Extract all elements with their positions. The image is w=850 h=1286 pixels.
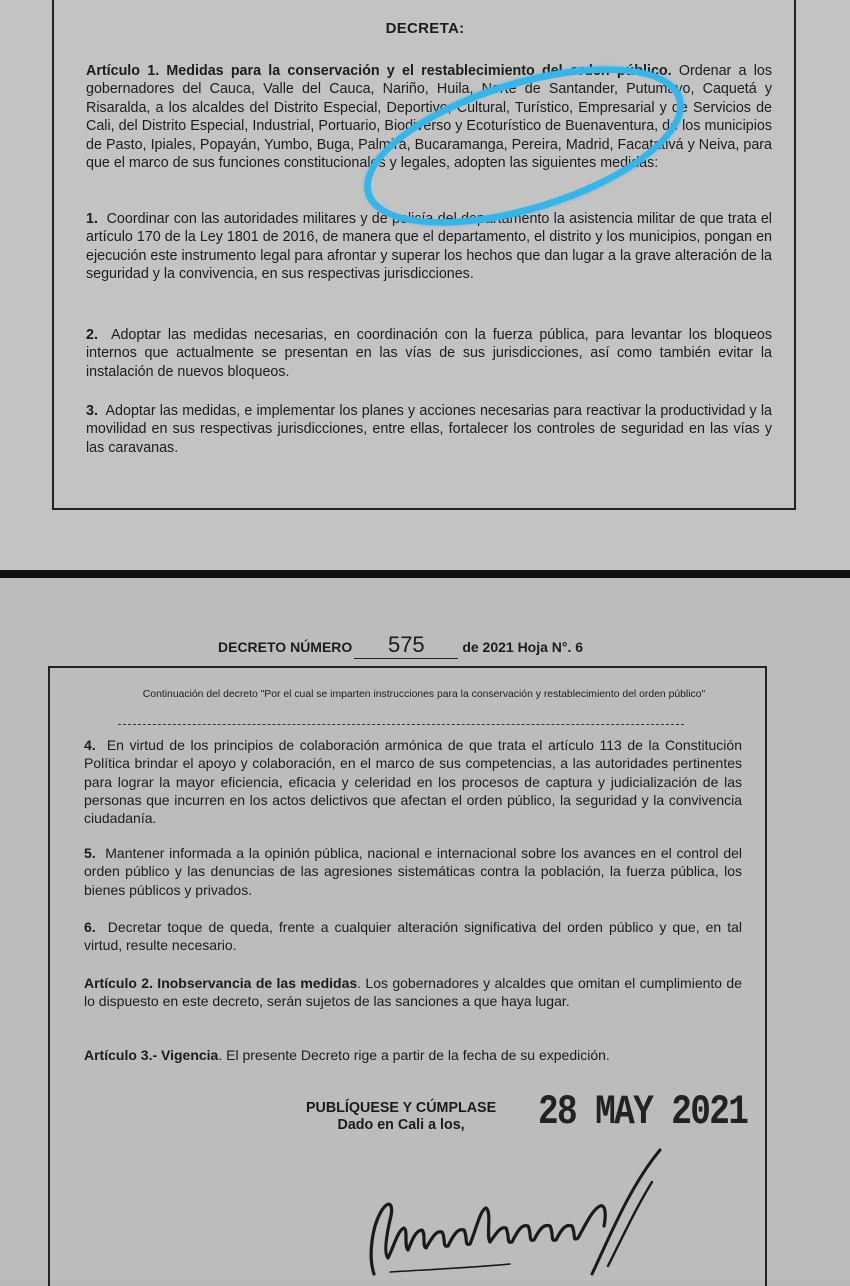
measure-6-text: Decretar toque de queda, frente a cualquier alteración significativa del orden público y que, en tal virtud, resulte necesario.	[84, 919, 742, 954]
article-3-text: . El presente Decreto rige a partir de la fecha de su expedición.	[218, 1047, 610, 1063]
measure-2	[86, 326, 772, 381]
continuation-note: Continuación del decreto "Por el cual se imparten instrucciones para la conservación y restablecimiento del orden público"	[142, 689, 706, 700]
decree-header-suffix: de 2021 Hoja N°. 6	[462, 639, 584, 655]
article-3	[84, 1046, 742, 1064]
measure-4-number: 4.	[84, 737, 96, 753]
measure-3-text: Adoptar las medidas, e implementar los planes y acciones necesarias para reactivar la productividad y la movilidad en sus respectivas jurisdicciones, entre ellas, fortalecer los controles de seguridad en las vías y las caravanas.	[86, 403, 773, 456]
article-2-title: Artículo 2. Inobservancia de las medidas	[84, 975, 358, 991]
measure-5	[84, 844, 742, 899]
article-3-title: Artículo 3.- Vigencia	[84, 1047, 219, 1063]
measure-1-number: 1.	[86, 211, 98, 227]
measure-1-text: Coordinar con las autoridades militares y de policía del departamento la asistencia militar de que trata el artículo 170 de la Ley 1801 de 2016, de manera que el departamento, el distrito y los municipios, pongan en ejecución este instrumento legal para afrontar y superar los hechos que dan lugar a la grave alteración de la seguridad y la convivencia, en sus respectivas jurisdicciones.	[86, 211, 772, 283]
document-page-2	[0, 578, 850, 1280]
dashed-divider	[118, 724, 684, 725]
document-page-1	[0, 0, 850, 570]
decree-header	[218, 632, 583, 659]
decreta-heading: DECRETA:	[385, 20, 465, 37]
measure-2-number: 2.	[86, 327, 98, 343]
date-stamp: 28 MAY 2021	[538, 1088, 748, 1136]
decree-number: 575	[354, 632, 458, 659]
decree-header-prefix: DECRETO NÚMERO	[218, 639, 353, 655]
handwritten-signature	[360, 1146, 680, 1280]
measure-3-number: 3.	[86, 403, 98, 419]
measure-5-text: Mantener informada a la opinión pública, nacional e internacional sobre los avances en el control del orden público y las denuncias de las agresiones sistemáticas contra la población, la fuerza pública, los bienes públicos y privados.	[84, 845, 742, 898]
dado-en-line: Dado en Cali a los,	[337, 1117, 465, 1133]
measure-6	[84, 918, 742, 955]
article-1-title: Artículo 1. Medidas para la conservación y el restablecimiento del orden público.	[86, 63, 672, 79]
article-2-text: . Los gobernadores y alcaldes que omitan el cumplimiento de lo dispuesto en este decreto, serán sujetos de las sanciones a que haya lugar.	[84, 975, 743, 1010]
publication-clause	[306, 1100, 496, 1134]
article-2	[84, 974, 742, 1011]
measure-4	[84, 736, 742, 827]
measure-3	[86, 402, 772, 457]
page-separator	[0, 570, 850, 578]
measure-6-number: 6.	[84, 919, 96, 935]
measure-5-number: 5.	[84, 845, 96, 861]
measure-2-text: Adoptar las medidas necesarias, en coordinación con la fuerza pública, para levantar los bloqueos internos que actualmente se presentan en las vías de sus jurisdicciones, así como también evitar la instalación de nuevos bloqueos.	[86, 327, 772, 380]
article-1-text: Ordenar a los gobernadores del Cauca, Valle del Cauca, Nariño, Huila, Norte de Santander, Putumayo, Caquetá y Risaralda, a los alcaldes del Distrito Especial, Deportivo, Cultural, Turístico, Empresarial y de Servicios de Cali, del Distrito Especial, Industrial, Portuario, Biodiverso y Ecoturístico de Buenaventura, de los municipios de Pasto, Ipiales, Popayán, Yumbo, Buga, Palmira, Bucaramanga, Pereira, Madrid, Facatativá y Neiva, para que el marco de sus funciones constitucionales y legales, adopten las siguientes medidas:	[86, 63, 772, 172]
measure-4-text: En virtud de los principios de colaboración armónica de que trata el artículo 113 de la Constitución Política brindar el apoyo y colaboración, en el marco de sus competencias, a las autoridades pertinentes para lograr la mayor eficiencia, eficacia y celeridad en los procesos de captura y judicialización de las personas que incurren en los actos delictivos que afectan el orden público, la seguridad y la convivencia ciudadanía.	[84, 737, 742, 827]
publiquese-line: PUBLÍQUESE Y CÚMPLASE	[306, 1100, 497, 1116]
